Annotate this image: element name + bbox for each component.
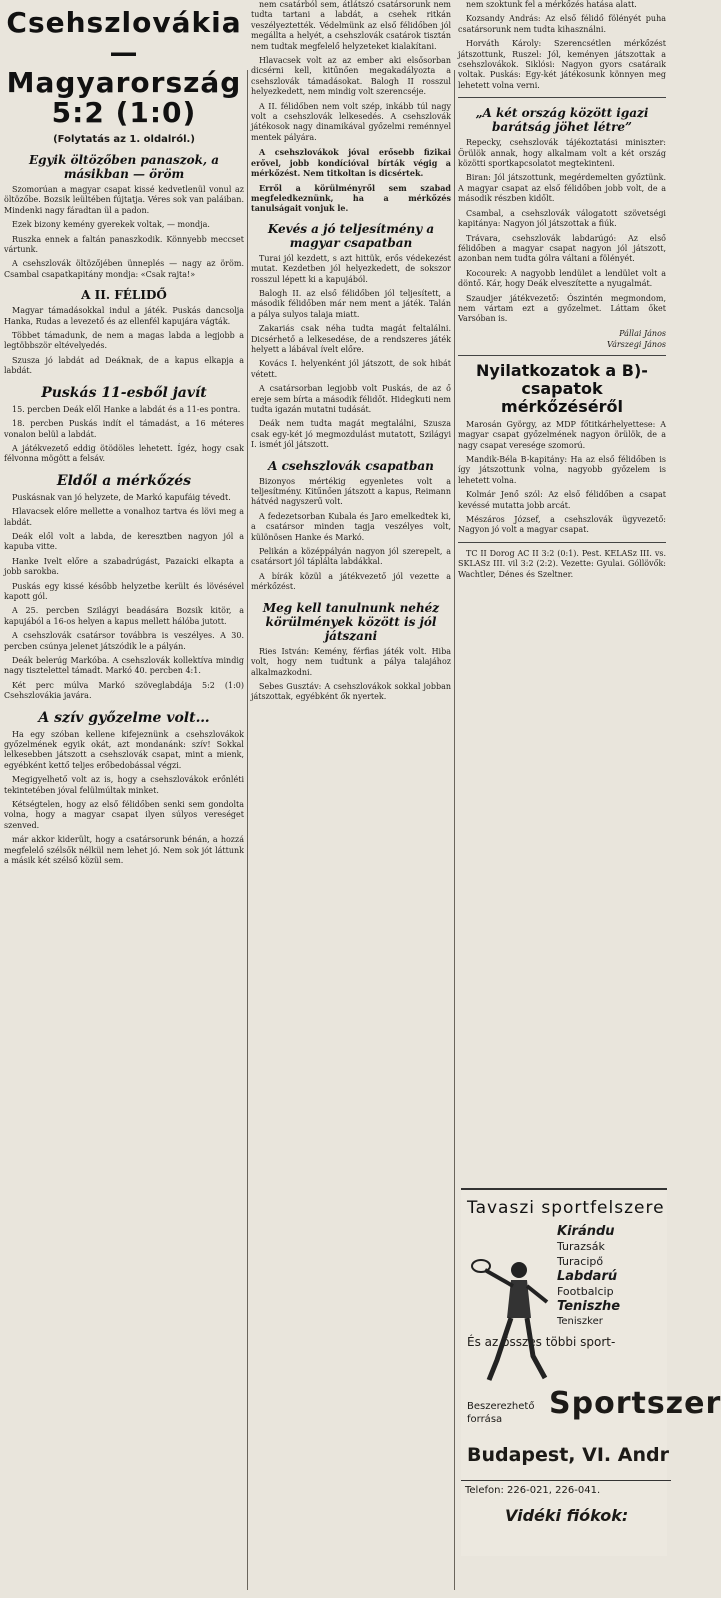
- section-body: [251, 254, 451, 451]
- ad-phone: Telefon: 226-021, 226-041.: [461, 1480, 671, 1496]
- column-rule: [454, 70, 455, 1590]
- divider: [458, 97, 666, 98]
- paragraph: A bírák közül a játékvezető jól vezette a mérkőzést.: [251, 571, 451, 592]
- paragraph: Marosán György, az MDP főtitkárhelyettese: A magyar csapat győzelmének nagyon örülök, de a nagy csapat veresége szomorú.: [458, 419, 666, 450]
- section-title: Eldől a mérkőzés: [56, 472, 192, 489]
- paragraph: Mandik-Béla B-kapitány: Ha az első félidőben is így játszottunk volna, nagyobb győzelem is lehetett volna.: [458, 454, 666, 485]
- section-body: [4, 405, 244, 465]
- paragraph: Deák belerúg Markóba. A csehszlovák kollektíva mindig nagy tisztelettel támadt. Markó 40. percben 4:1.: [4, 656, 244, 676]
- paragraph: Deák elől volt a labda, de keresztben nagyon jól a kapuba vitte.: [4, 531, 244, 552]
- paragraph: Többet támadunk, de nem a magas labda a legjobb a legtöbbször eltévelyedés.: [4, 331, 244, 351]
- paragraph: Megigyelhető volt az is, hogy a csehszlovákok erőnléti tekintetében jóval felülmúltak minket.: [4, 775, 244, 795]
- section-body: [458, 0, 666, 91]
- ad-branches: Vidéki fiókok:: [505, 1506, 629, 1525]
- column-right: [458, 0, 721, 1598]
- paragraph: már akkor kiderült, hogy a csatársorunk bénán, a hozzá megfelelő szélsők nélkül nem lehet jó. Nem sok jót láttunk a másik két szélső közül sem.: [4, 835, 244, 866]
- section-body: [4, 493, 244, 702]
- bold-paragraph: Erről a körülményről sem szabad megfeledkeznünk, ha a mérkőzés tanulságait vonjuk le.: [251, 182, 451, 214]
- ad-brand: Sportszer: [549, 1386, 721, 1421]
- paragraph: Ha egy szóban kellene kifejeznünk a csehszlovákok győzelmének egyik okát, azt mondanánk: szív! Sokkal lelkesebben játszott a csehszlovák csapat, mint a mienk, egyébként kettő teljes erőbedobással végzi.: [4, 729, 244, 770]
- section-title: Nyilatkozatok a B)-csapatok mérkőzéséről: [476, 360, 648, 416]
- paragraph: Bizonyos mértékig egyenletes volt a teljesítmény. Kitűnően játszott a kapus, Reimann hátvéd nagyszerű volt.: [251, 476, 451, 507]
- paragraph: Ezek bizony kemény gyerekek voltak, — mondja.: [12, 220, 210, 230]
- paragraph: Puskásnak van jó helyzete, de Markó kapufáig tévedt.: [12, 492, 231, 502]
- ad-line: Turacipő: [557, 1255, 604, 1268]
- advertisement: [461, 1188, 721, 1556]
- paragraph: Kolmár Jenő szól: Az első félidőben a csapat kevéssé mutatta jobb arcát.: [458, 490, 666, 510]
- paragraph: Repecky, csehszlovák tájékoztatási miniszter: Örülök annak, hogy alkalmam volt a két ország közötti sportkapcsolatot megtekinteni.: [458, 138, 666, 169]
- section-title: A csehszlovák csapatban: [268, 458, 434, 473]
- result-note: TC II Dorog AC II 3:2 (0:1). Pest. KELASz III. vs. SKLASz III. vil 3:2 (2:2). Vezette: Gyulai. Góllövők: Wachtler, Dénes és Szeltner.: [458, 548, 666, 579]
- section-title: Egyik öltözőben panaszok, a másikban — öröm: [28, 153, 220, 181]
- column-left: [4, 0, 244, 1598]
- section-title: „A két ország között igazi barátság jöhet létre”: [475, 106, 649, 135]
- section-title: Kevés a jó teljesítmény a magyar csapatban: [267, 221, 435, 250]
- continuation-note: (Folytatás az 1. oldalról.): [53, 134, 195, 145]
- ad-line: Footbalcip: [557, 1285, 614, 1298]
- paragraph: A 25. percben Szilágyi beadására Bozsik kitör, a kapujából a 16-os helyen a kapus mellett hálóba jutott.: [4, 606, 244, 626]
- paragraph: Kozsandy András: Az első félidő fölényét puha csatársorunk nem tudta kihasználni.: [458, 14, 666, 34]
- section-body: [251, 647, 451, 703]
- divider: [458, 355, 666, 356]
- paragraph: Kétségtelen, hogy az első félidőben senki sem gondolta volna, hogy a magyar csapat ilyen súlyos vereséget szenved.: [4, 800, 244, 830]
- paragraph: A csehszlovák csatársor továbbra is veszélyes. A 30. percben csúnya jelenet játszódik le a pályán.: [4, 631, 244, 651]
- section-body: [4, 306, 244, 376]
- paragraph: Pelikán a középpályán nagyon jól szerepelt, a csatársort jól táplálta labdákkal.: [251, 547, 451, 567]
- paragraph: nem szoktunk fel a mérkőzés hatása alatt.: [466, 0, 637, 9]
- ad-address: Budapest, VI. Andr: [467, 1444, 669, 1466]
- ad-line: És az összes többi sport-: [467, 1335, 616, 1349]
- paragraph: Ruszka ennek a faltán panaszkodik. Könnyebb meccset vártunk.: [4, 234, 244, 255]
- headline-line-1: Csehszlovákia—: [6, 6, 242, 69]
- signature: Várszegi János: [607, 339, 666, 349]
- paragraph: Biran: Jól játszottunk, megérdemelten győztünk. A magyar csapat az első félidőben jobb volt, de a második részben kidőlt.: [458, 173, 666, 204]
- paragraph: Hlavacsek volt az az ember aki elsősorban dicsérni kell, kitűnően megakadályozta a csehszlovák támadásokat. Balogh II rosszul helyezkedett, nem mindig volt szerencséje.: [251, 56, 451, 97]
- signature: Pállai János: [619, 328, 666, 338]
- paragraph: Magyar támadásokkal indul a játék. Puskás dancsolja Hanka, Rudas a levezető és az ellenfél kapujára vágták.: [4, 306, 244, 326]
- section-body: [458, 420, 666, 536]
- ad-line: Kirándu: [557, 1224, 615, 1239]
- column-rule: [247, 70, 248, 1590]
- paragraph: A II. félidőben nem volt szép, inkább túl nagy volt a csehszlovák lelkesedés. A csehszlovák játékosok nagy dinamikával győzelmi reménnyel mentek pályára.: [251, 101, 451, 142]
- divider: [458, 542, 666, 543]
- paragraph: Horváth Károly: Szerencsétlen mérkőzést játszottunk, Ruszel: Jól, keményen játszottak a csehszlovákok. Siklósi: Nagyon gyors csatáraik voltak. Puskás: Egy-két játékosunk könnyen meg lehetett volna verni.: [458, 39, 666, 90]
- paragraph: Mészáros József, a csehszlovák ügyvezető: Nagyon jó volt a magyar csapat.: [458, 515, 666, 535]
- paragraph: 15. percben Deák elől Hanke a labdát és a 11-es pontra.: [12, 404, 241, 414]
- ad-line: Teniszhe: [557, 1299, 621, 1314]
- paragraph: Kocourek: A nagyobb lendület a lendület volt a döntő. Kár, hogy Deák elveszítette a nyugalmát.: [458, 268, 666, 289]
- paragraph: A fedezetsorban Kubala és Jaro emelkedtek ki, a csatársor minden tagja veszélyes volt, különösen Hanke és Markó.: [251, 511, 451, 542]
- section-body: [4, 730, 244, 867]
- paragraph: A játékvezető eddig ötödöles lehetett. Ígéz, hogy csak félvonna mögött a felsáv.: [4, 443, 244, 464]
- paragraph: 18. percben Puskás indít el támadást, a 16 méteres vonalon belül a labdát.: [4, 419, 244, 439]
- section-title: A szív győzelme volt…: [38, 709, 210, 726]
- headline: [4, 8, 244, 128]
- section-body: [251, 0, 451, 143]
- ad-title: Tavaszi sportfelszere: [467, 1198, 665, 1218]
- ad-line: Labdarú: [557, 1269, 618, 1284]
- paragraph: A csehszlovák öltözőjében ünneplés — nagy az öröm. Csambal csapatkapitány mondja: «Csak rajta!»: [4, 259, 244, 279]
- headline-line-2: Magyarország 5:2 (1:0): [6, 66, 242, 129]
- paragraph: Balogh II. az első félidőben jól teljesített, a második félidőben már nem ment a játék. Talán a pálya sulyos talaja miatt.: [251, 288, 451, 319]
- section-title: A II. FÉLIDŐ: [81, 288, 167, 303]
- paragraph: Puskás egy kissé később helyzetbe került és lövésével kapott gól.: [4, 581, 244, 601]
- paragraph: Szusza jó labdát ad Deáknak, de a kapus elkapja a labdát.: [4, 355, 244, 376]
- paragraph: Szomorúan a magyar csapat kissé kedvetlenül vonul az öltözőbe. Bozsik leültében fújtatja. Véres sok van paláiban. Mindenki nagy fáradtan ül a padon.: [4, 185, 244, 215]
- paragraph: Hlavacsek előre mellette a vonalhoz tartva és lövi meg a labdát.: [4, 507, 244, 527]
- section-title: Puskás 11-esből javít: [41, 384, 207, 401]
- paragraph: A csatársorban legjobb volt Puskás, de az ő ereje sem bírta a második félidőt. Hidegkuti nem tudta igazán mutatni tudását.: [251, 384, 451, 414]
- bold-paragraph: A csehszlovákok jóval erősebb fizikai erővel, jobb kondícióval bírták végig a mérkőzést. Nem titkoltan is dicsértek.: [251, 147, 451, 179]
- paragraph: Két perc múlva Markó szöveglabdája 5:2 (1:0) Csehszlovákia javára.: [4, 680, 244, 701]
- paragraph: Deák nem tudta magát megtalálni, Szusza csak egy-két jó megmozdulást mutatott, Szilágyi I. ismét jól játszott.: [251, 419, 451, 450]
- ad-store-label: Beszerezhető forrása: [467, 1401, 535, 1425]
- paragraph: Trávara, csehszlovák labdarúgó: Az első félidőben a magyar csapat nagyon jól játszott, azonban nem tudta gólra váltani a fölényét.: [458, 233, 666, 264]
- ad-line: Turazsák: [557, 1240, 605, 1253]
- section-body: [458, 138, 666, 325]
- section-body: [251, 477, 451, 593]
- paragraph: Ries István: Kemény, férfias játék volt. Hiba volt, hogy nem tudtunk a pálya talajához alkalmazkodni.: [251, 646, 451, 677]
- section-body: [4, 185, 244, 280]
- paragraph: Szaudjer játékvezető: Ószintén megmondom, nem vártam ezt a győzelmet. Láttam őket Varsóban is.: [458, 293, 666, 324]
- section-title: Meg kell tanulnunk nehéz körülmények között is jól játszani: [262, 600, 440, 643]
- paragraph: nem csatárból sem, átlátszó csatársorunk nem tudta tartani a labdát, a csehek ritkán veszélyeztették. Védelmünk az első félidőben jól megállta a helyét, a csehszlovák csatárok tisztán nem tudtak megfelelő helyzeteket kialakítani.: [251, 0, 451, 51]
- paragraph: Hanke Ivelt előre a szabadrúgást, Pazaicki elkapta a jobb sarokba.: [4, 556, 244, 577]
- column-middle: [251, 0, 451, 1598]
- tennis-player-illustration: [467, 1256, 555, 1386]
- ad-line: Teniszker: [557, 1316, 603, 1327]
- paragraph: Sebes Gusztáv: A csehszlovákok sokkal jobban játszottak, egyébként ők nyertek.: [251, 681, 451, 702]
- paragraph: Kovács I. helyenként jól játszott, de sok hibát vétett.: [251, 359, 451, 379]
- paragraph: Csambal, a csehszlovák válogatott szövetségi kapitánya: Nagyon jól játszottak a fiúk.: [458, 208, 666, 229]
- paragraph: Turai jól kezdett, s azt hittük, erős védekezést mutat. Kezdetben jól helyezkedett, de sokszor rosszul lépett ki a kapujából.: [251, 253, 451, 284]
- paragraph: Zakariás csak néha tudta magát feltalálni. Dicsérhető a lelkesedése, de a rendszeres játék helyett a lábával ívelt előre.: [251, 324, 451, 354]
